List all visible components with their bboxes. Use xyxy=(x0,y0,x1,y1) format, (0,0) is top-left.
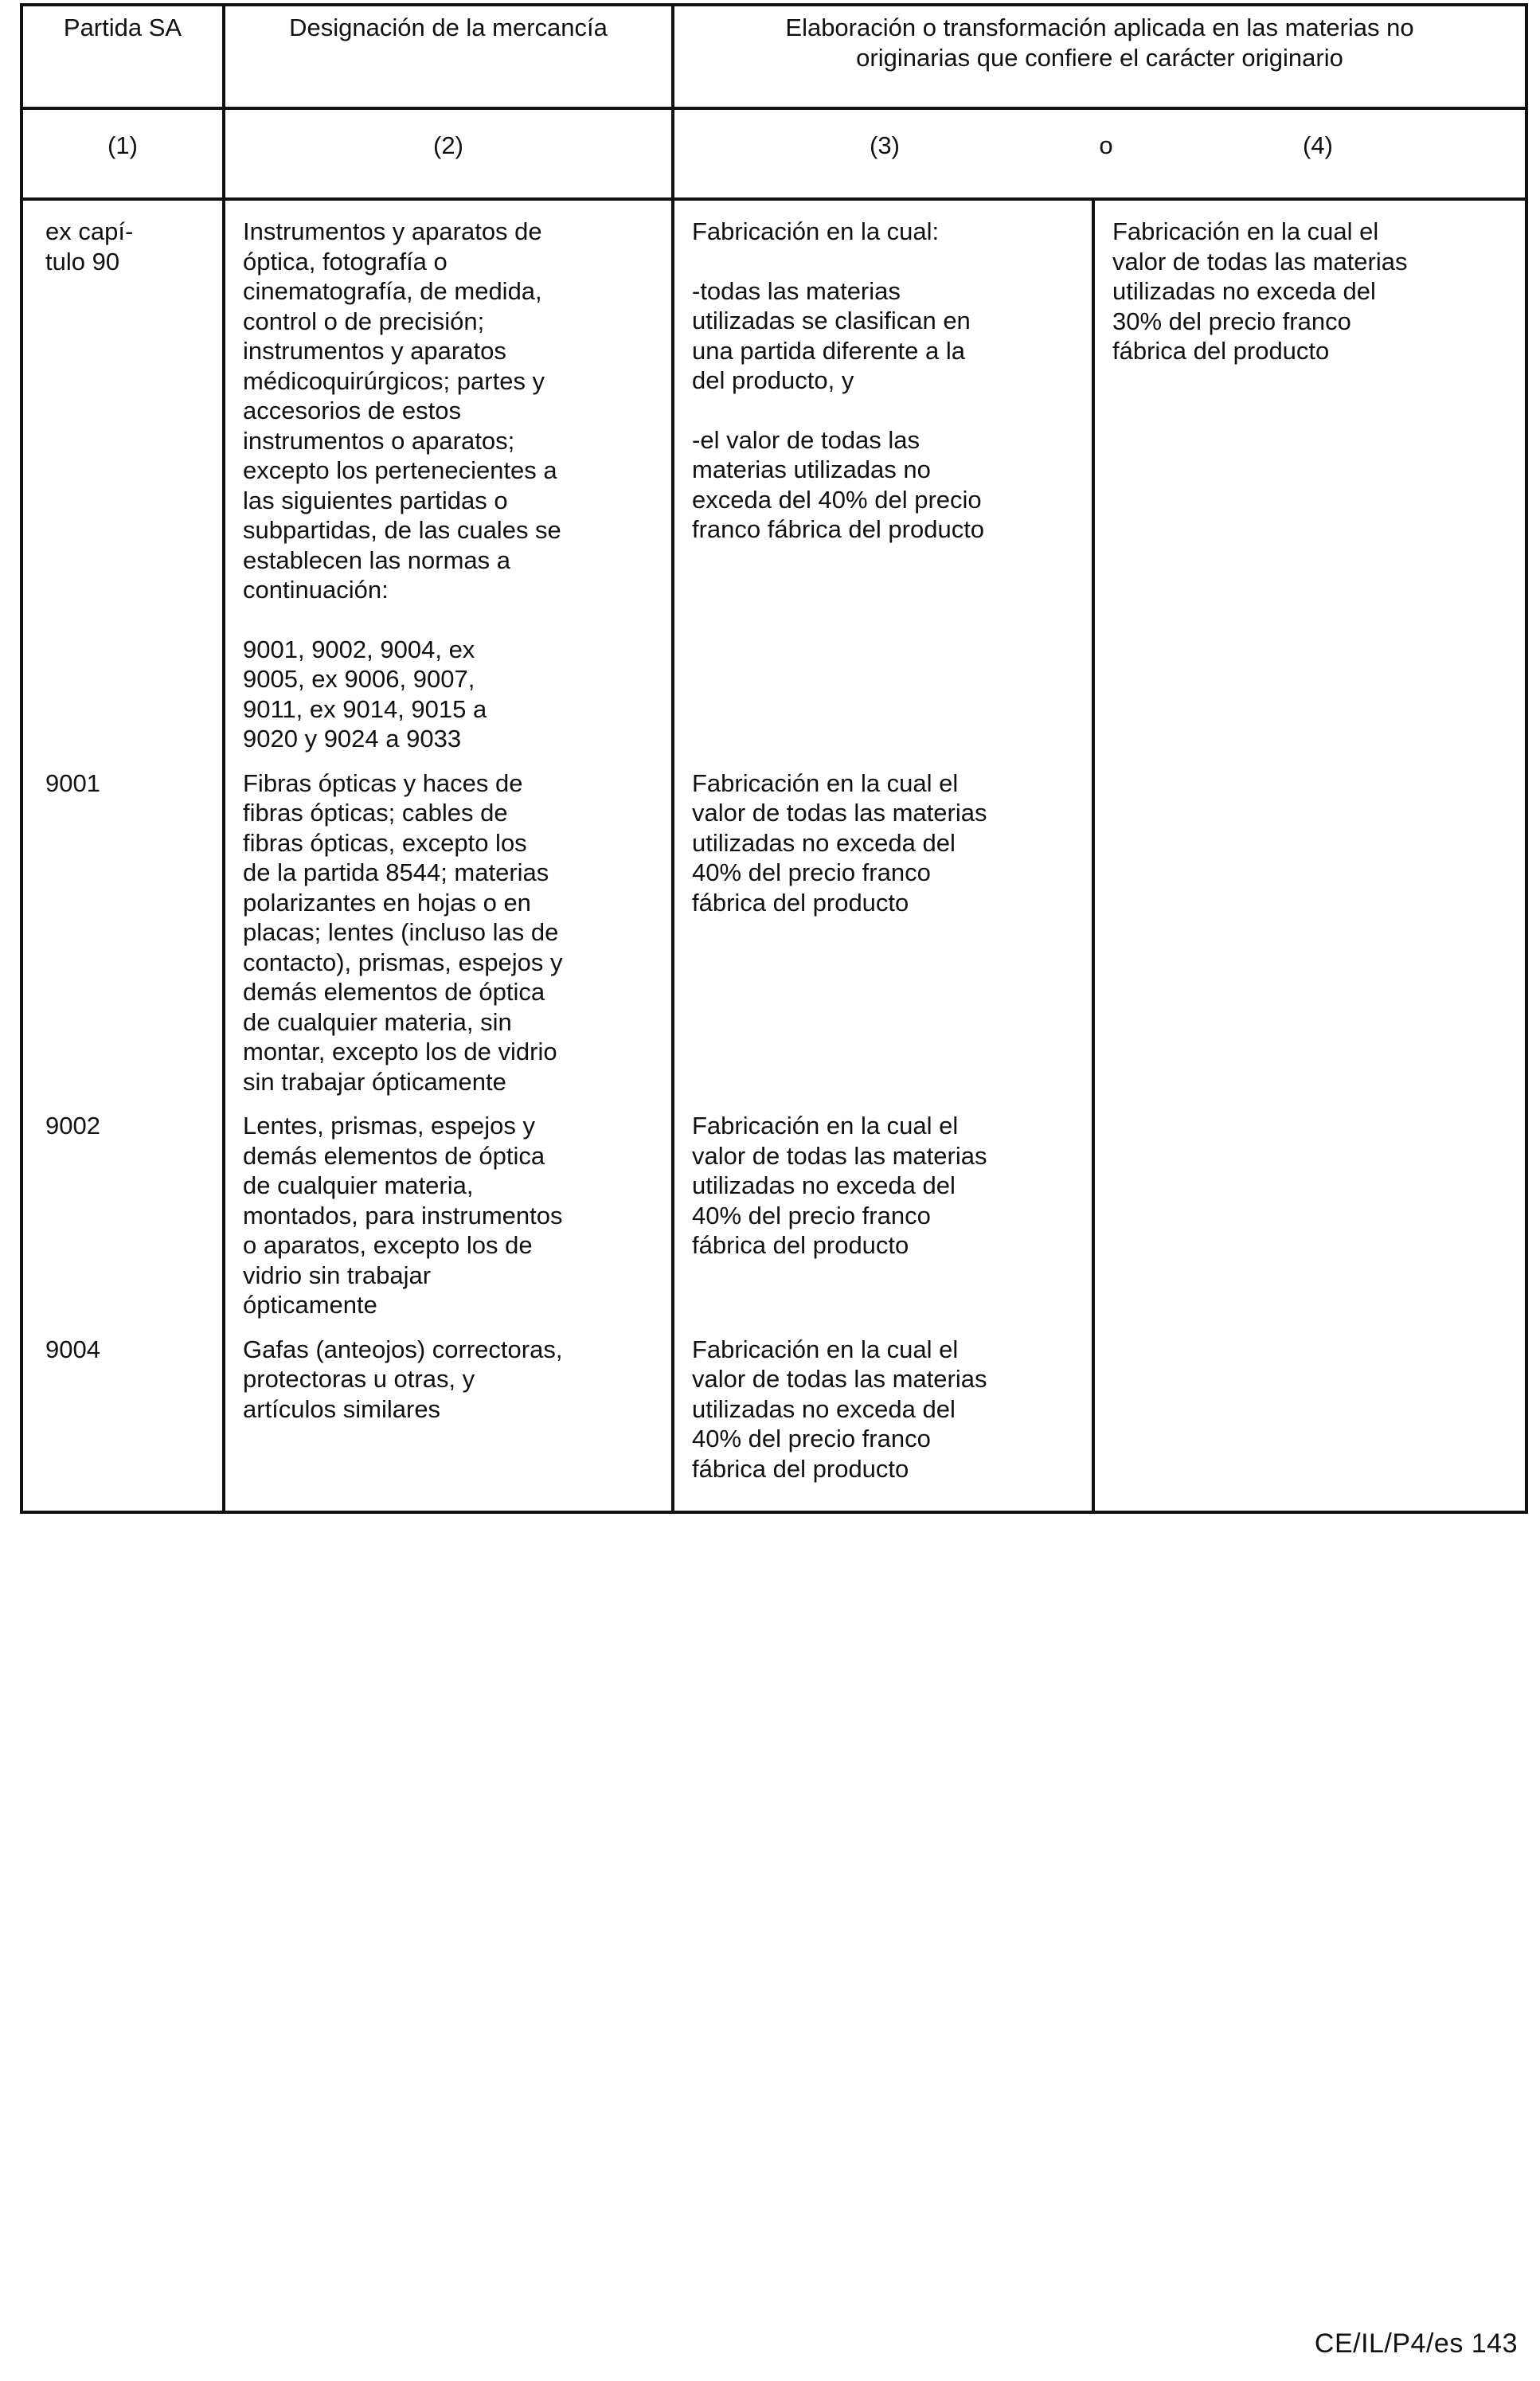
table-row xyxy=(21,1097,1526,1320)
designacion-text: Gafas (anteojos) correctoras, protectoras u otras, y artículos similares xyxy=(243,1335,563,1423)
table-row xyxy=(21,754,1526,1097)
col3-cell xyxy=(673,1320,1093,1513)
col3-text: Fabricación en la cual el valor de todas las materias utilizadas no exceda del 40% del precio franco fábrica del producto xyxy=(692,1112,987,1259)
table-header-row xyxy=(21,5,1526,108)
col3-intro: Fabricación en la cual: xyxy=(692,217,940,245)
header-elaboracion xyxy=(673,5,1526,108)
column-number-2: (2) xyxy=(224,108,673,199)
designacion-cell xyxy=(224,199,673,754)
partida-text: 9001 xyxy=(45,768,100,797)
col3-text: Fabricación en la cual el valor de todas las materias utilizadas no exceda del 40% del precio franco fábrica del producto xyxy=(692,1335,987,1483)
designacion-cell xyxy=(224,1097,673,1320)
partida-cell xyxy=(21,1320,224,1513)
col4-cell xyxy=(1093,1320,1526,1513)
header-elaboracion-text: Elaboración o transformación aplicada en las materias no originarias que confiere el carácter originario xyxy=(785,14,1414,72)
document-reference-code: CE/IL/P4/es 143 xyxy=(1314,2328,1518,2359)
col3-condition-b: -el valor de todas las materias utilizadas no exceda del 40% del precio franco fábrica del producto xyxy=(692,425,985,543)
partida-cell xyxy=(21,1097,224,1320)
col3-cell xyxy=(673,199,1093,754)
header-partida-sa: Partida SA xyxy=(21,5,224,108)
header-designacion: Designación de la mercancía xyxy=(224,5,673,108)
partida-cell xyxy=(21,199,224,754)
column-number-3-4 xyxy=(673,108,1526,199)
partida-text: 9002 xyxy=(45,1112,100,1140)
col3-condition-a: -todas las materias utilizadas se clasifican en una partida diferente a la del producto, y xyxy=(692,276,971,394)
designacion-cell xyxy=(224,1320,673,1513)
table-row xyxy=(21,1320,1526,1513)
partida-text: 9004 xyxy=(45,1335,100,1363)
column-number-3: (3) xyxy=(870,131,900,159)
designacion-exceptions: 9001, 9002, 9004, ex 9005, ex 9006, 9007, 9011, ex 9014, 9015 a 9020 y 9024 a 9033 xyxy=(243,635,487,753)
partida-cell xyxy=(21,754,224,1097)
col4-cell xyxy=(1093,199,1526,754)
col4-text: Fabricación en la cual el valor de todas las materias utilizadas no exceda del 30% del precio franco fábrica del producto xyxy=(1112,217,1408,365)
column-or-label: o xyxy=(1099,131,1113,159)
column-number-1: (1) xyxy=(21,108,224,199)
table-row xyxy=(21,199,1526,754)
origin-rules-table xyxy=(20,3,1528,1514)
col3-cell xyxy=(673,754,1093,1097)
col3-text: Fabricación en la cual el valor de todas las materias utilizadas no exceda del 40% del precio franco fábrica del producto xyxy=(692,768,987,917)
col4-cell xyxy=(1093,754,1526,1097)
column-number-row xyxy=(21,108,1526,199)
designacion-text: Lentes, prismas, espejos y demás elementos de óptica de cualquier materia, montados, para instrumentos o aparatos, excepto los de vidrio sin trabajar ópticamente xyxy=(243,1112,563,1319)
designacion-text: Fibras ópticas y haces de fibras ópticas; cables de fibras ópticas, excepto los de la partida 8544; materias polarizantes en hojas o en placas; lentes (incluso las de contacto), prismas, espejos y demás elementos de óptica de cualquier materia, sin montar, excepto los de vidrio sin trabajar ópticamente xyxy=(243,768,563,1096)
designacion-text: Instrumentos y aparatos de óptica, fotografía o cinematografía, de medida, control o de precisión; instrumentos y aparatos médicoquirúrgicos; partes y accesorios de estos instrumentos o aparatos; excepto los pertenecientes a las siguientes partidas o subpartidas, de las cuales se establecen las normas a continuación: xyxy=(243,217,561,604)
column-number-4: (4) xyxy=(1303,131,1333,159)
col3-cell xyxy=(673,1097,1093,1320)
designacion-cell xyxy=(224,754,673,1097)
partida-text: ex capí- tulo 90 xyxy=(45,217,134,276)
col4-cell xyxy=(1093,1097,1526,1320)
